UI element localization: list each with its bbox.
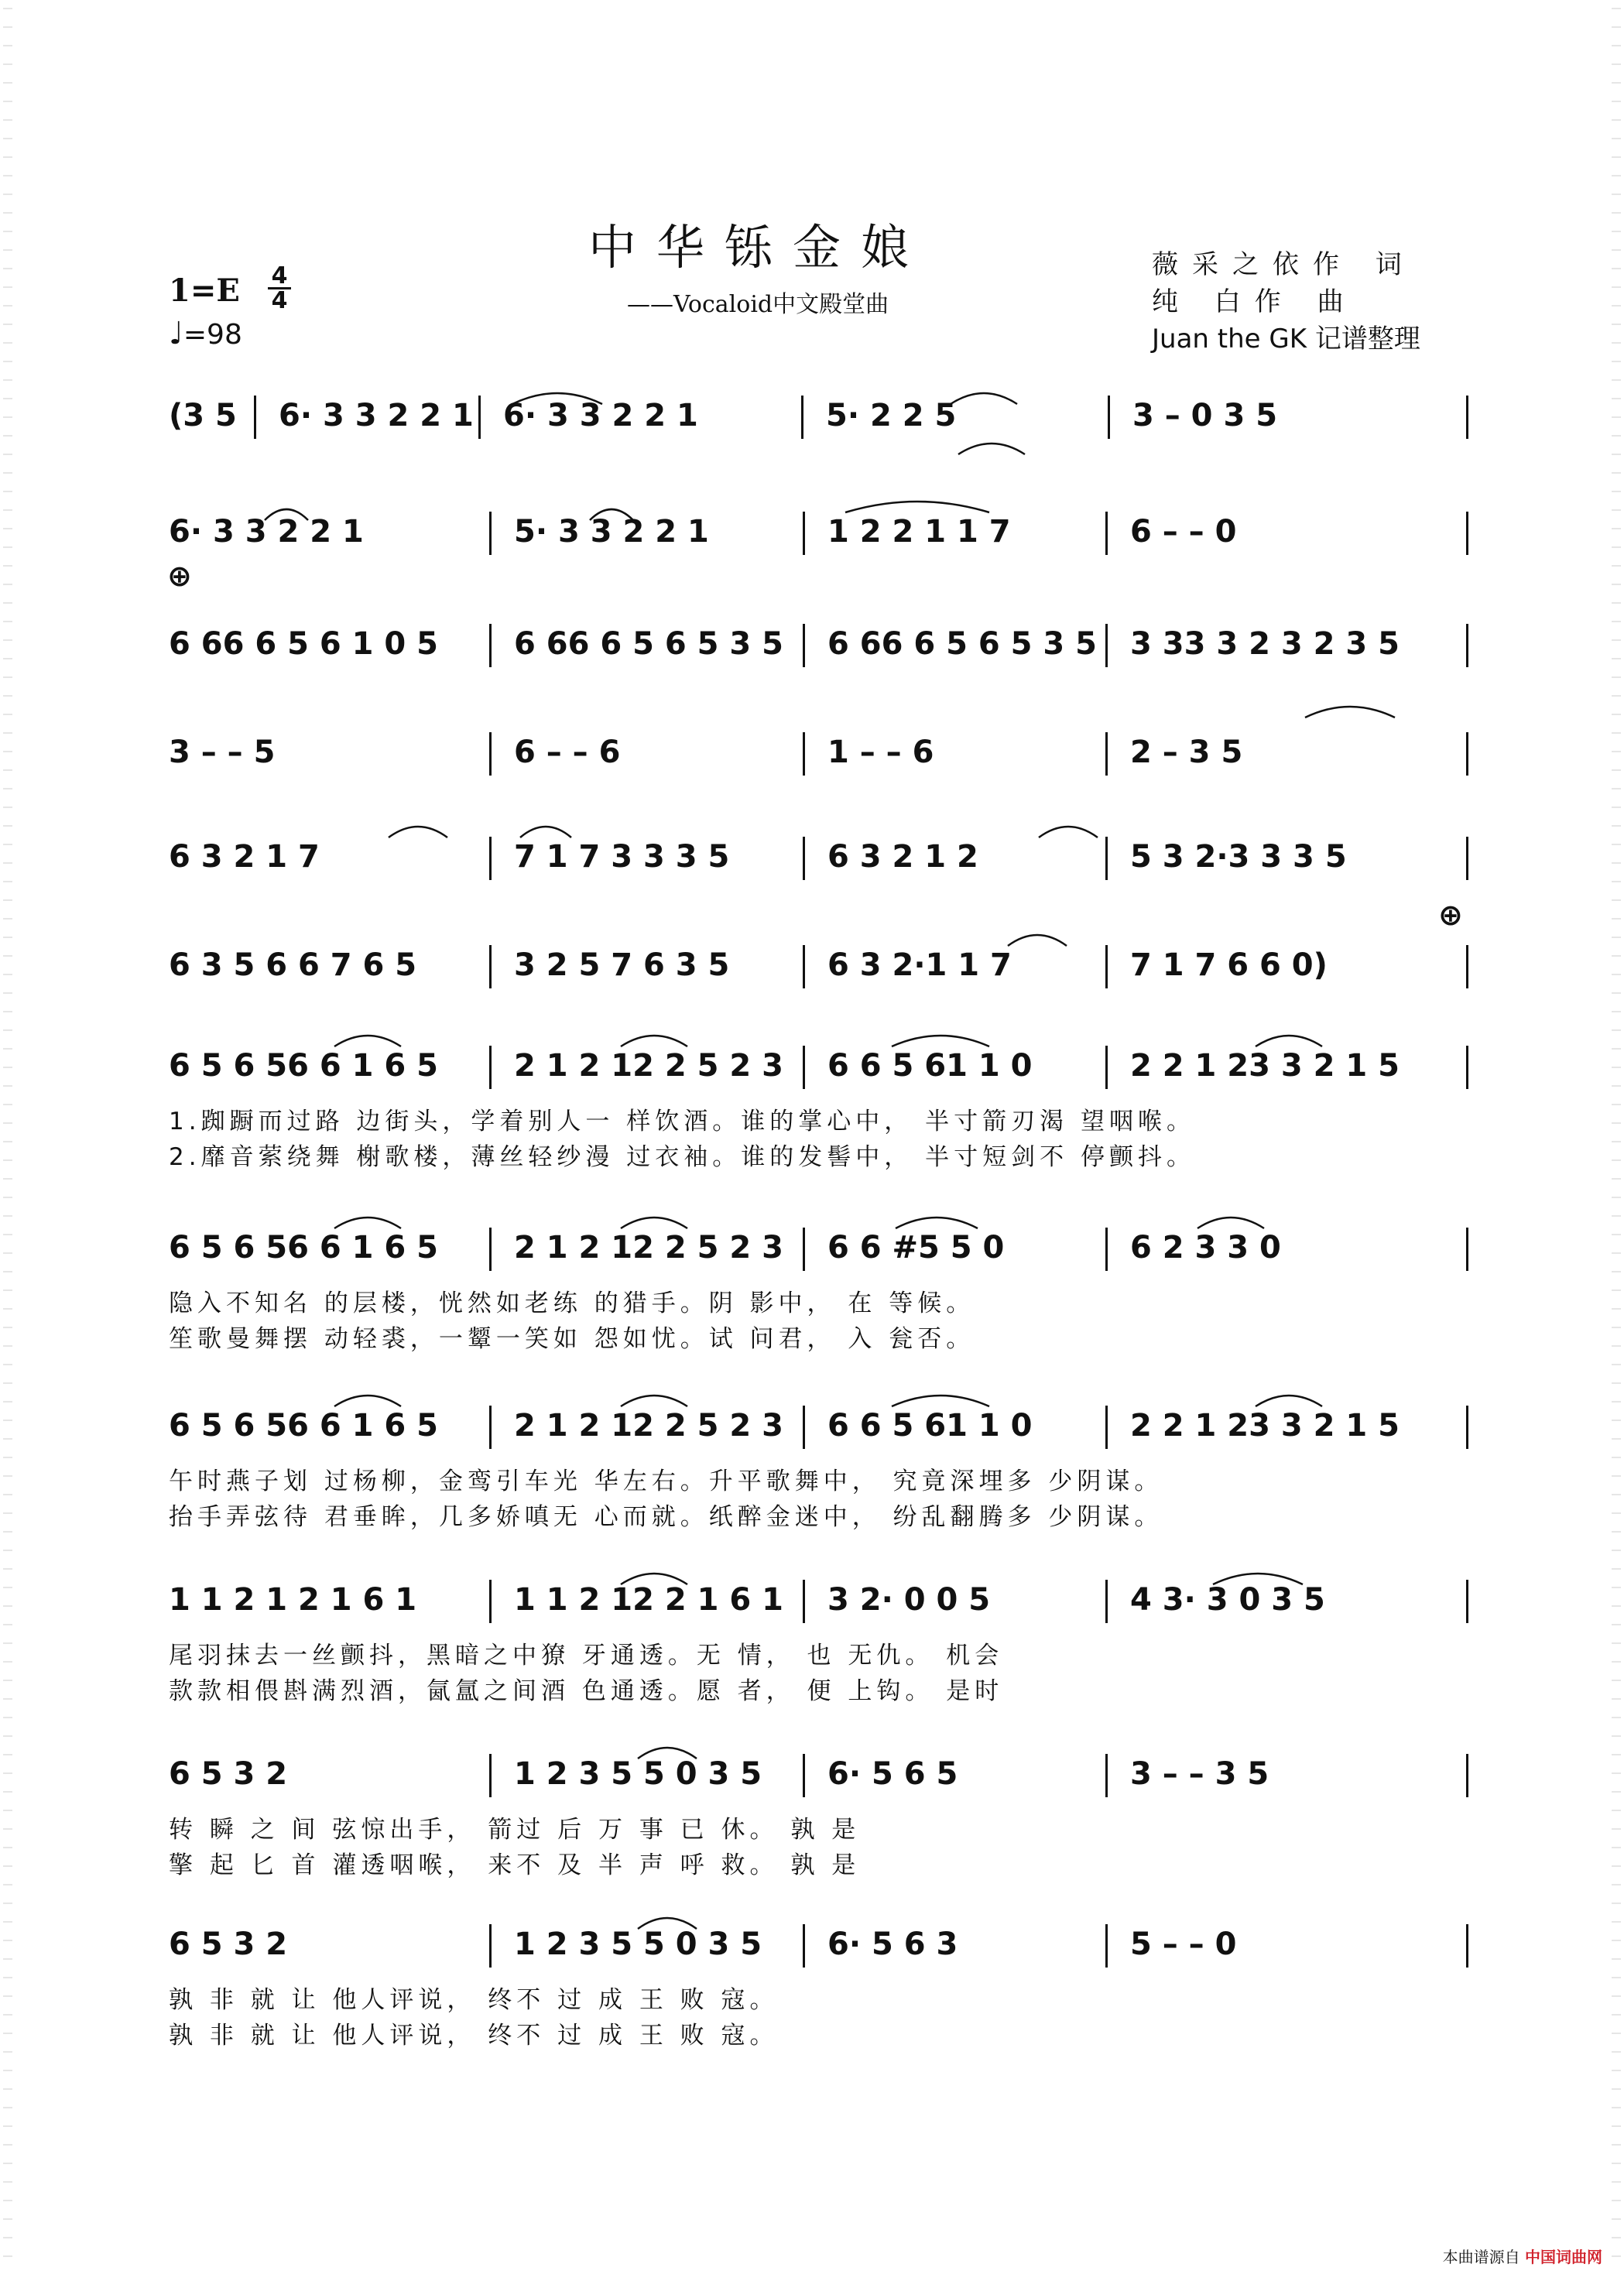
measure: 6 66 6 5 6 1 0 5 xyxy=(169,626,438,662)
measure: 3 – – 5 xyxy=(169,735,276,770)
measure: 3 – 0 3 5 xyxy=(1132,398,1278,433)
bar-line xyxy=(489,732,492,776)
measure: 6 – – 6 xyxy=(514,735,621,770)
measure: 6 6 #5 5 0 xyxy=(827,1230,1005,1266)
measure: 6 5 3 2 xyxy=(169,1756,288,1792)
bar-line xyxy=(489,1228,492,1271)
key-signature: 1=E xyxy=(169,272,240,309)
lyricist-credit: 薇采之依作 词 xyxy=(1152,249,1416,280)
measure: 2 2 1 23 3 2 1 5 xyxy=(1130,1408,1400,1444)
lyric-line: 隐入不知名 的层楼，恍然如老练 的猎手。阴 影中， 在 等候。 xyxy=(169,1289,975,1317)
measure: 7 1 7 6 6 0) xyxy=(1130,947,1328,983)
measure: 7 1 7 3 3 3 5 xyxy=(514,839,730,875)
slur-arc xyxy=(333,1211,403,1230)
slur-arc xyxy=(949,387,1019,406)
bar-line xyxy=(1466,1046,1468,1089)
segno-icon: ⊕ xyxy=(167,559,192,593)
slur-arc xyxy=(890,1029,991,1048)
score-row xyxy=(169,507,1469,561)
arranger-credit: Juan the GK 记谱整理 xyxy=(1152,324,1420,354)
measure: 4 3· 3 0 3 5 xyxy=(1130,1582,1325,1618)
bar-line xyxy=(1466,1754,1468,1797)
score-row xyxy=(169,1749,1469,1881)
bar-line xyxy=(1466,1924,1468,1968)
notes-line xyxy=(169,832,1469,882)
measure: 6 66 6 5 6 5 3 5 xyxy=(827,626,1097,662)
measure: 1 – – 6 xyxy=(827,735,934,770)
bar-line xyxy=(1466,1406,1468,1449)
bar-line xyxy=(254,396,256,439)
tempo-value: =98 xyxy=(183,319,242,351)
time-signature-top: 4 xyxy=(271,262,288,289)
bar-line xyxy=(803,732,805,776)
measure: 6 5 6 56 6 1 6 5 xyxy=(169,1408,438,1444)
score-row xyxy=(169,728,1469,782)
bar-line xyxy=(1466,1228,1468,1271)
bar-line xyxy=(1108,396,1110,439)
right-margin-watermark xyxy=(1612,8,1621,2268)
measure: 5· 3 3 2 2 1 xyxy=(514,514,709,550)
footer-brand: 中国词曲网 xyxy=(1525,2248,1602,2266)
measure: 6· 5 6 3 xyxy=(827,1927,958,1962)
measure: 6· 5 6 5 xyxy=(827,1756,958,1792)
slur-arc xyxy=(588,503,635,522)
bar-line xyxy=(1466,1580,1468,1623)
slur-arc xyxy=(619,1029,689,1048)
bar-line xyxy=(489,1924,492,1968)
measure: 6· 3 3 2 2 1 xyxy=(279,398,474,433)
lyric-line: 笙歌曼舞摆 动轻裘，一颦一笑如 怨如忧。试 问君， 入 瓮否。 xyxy=(169,1325,975,1353)
slur-arc xyxy=(957,437,1026,456)
measure: 3 2· 0 0 5 xyxy=(827,1582,991,1618)
bar-line xyxy=(803,1924,805,1968)
song-subtitle: ——Vocaloid中文殿堂曲 xyxy=(627,291,889,318)
measure: 6 – – 0 xyxy=(1130,514,1237,550)
quarter-note-icon: ♩ xyxy=(169,316,183,351)
measure: 1 2 3 5 5 0 3 5 xyxy=(514,1756,762,1792)
slur-arc xyxy=(511,387,604,406)
source-footer xyxy=(1443,2245,1602,2267)
bar-line xyxy=(803,945,805,988)
score-row xyxy=(169,832,1469,886)
slur-arc xyxy=(844,495,991,514)
slur-arc xyxy=(1254,1029,1324,1048)
slur-arc xyxy=(894,1211,979,1230)
score-row xyxy=(169,1041,1469,1173)
footer-prefix: 本曲谱源自 xyxy=(1442,2248,1520,2266)
measure: 2 2 1 23 3 2 1 5 xyxy=(1130,1048,1400,1084)
notes-line xyxy=(169,1749,1469,1799)
score-row xyxy=(169,1575,1469,1707)
segno-icon: ⊕ xyxy=(1438,898,1463,932)
lyric-line: 孰 非 就 让 他人评说， 终不 过 成 王 败 寇。 xyxy=(169,1986,779,2014)
bar-line xyxy=(1105,1580,1108,1623)
bar-line xyxy=(803,512,805,555)
credits xyxy=(1152,246,1477,358)
bar-line xyxy=(803,1228,805,1271)
score-row xyxy=(169,391,1469,445)
measure: 6 2 3 3 0 xyxy=(1130,1230,1281,1266)
measure: 6 5 6 56 6 1 6 5 xyxy=(169,1230,438,1266)
slur-arc xyxy=(619,1211,689,1230)
bar-line xyxy=(1105,1406,1108,1449)
score-row xyxy=(169,1401,1469,1533)
time-signature xyxy=(266,262,293,314)
slur-arc xyxy=(387,820,449,839)
measure: 1 1 2 12 2 1 6 1 xyxy=(514,1582,783,1618)
score-row xyxy=(169,1920,1469,2051)
bar-line xyxy=(801,396,803,439)
lyric-line: 午时燕子划 过杨柳，金鸾引车光 华左右。升平歌舞中， 究竟深埋多 少阴谋。 xyxy=(169,1468,1163,1495)
slur-arc xyxy=(1254,1389,1324,1408)
measure: 3 33 3 2 3 2 3 5 xyxy=(1130,626,1400,662)
score-row xyxy=(169,1223,1469,1355)
bar-line xyxy=(803,1580,805,1623)
slur-arc xyxy=(636,1742,698,1760)
measure: 2 1 2 12 2 5 2 3 xyxy=(514,1048,783,1084)
measure: 6 3 2 1 7 xyxy=(169,839,320,875)
measure: 3 2 5 7 6 3 5 xyxy=(514,947,730,983)
measure: 6· 3 3 2 2 1 xyxy=(169,514,364,550)
bar-line xyxy=(803,837,805,880)
time-signature-bottom: 4 xyxy=(271,287,288,314)
measure: 6 3 2 1 2 xyxy=(827,839,978,875)
bar-line xyxy=(1105,1046,1108,1089)
bar-line xyxy=(489,945,492,988)
measure: 2 1 2 12 2 5 2 3 xyxy=(514,1408,783,1444)
bar-line xyxy=(478,396,481,439)
slur-arc xyxy=(263,503,310,522)
slur-arc xyxy=(1037,820,1099,839)
measure: 5 3 2·3 3 3 5 xyxy=(1130,839,1347,875)
lyric-line: 孰 非 就 让 他人评说， 终不 过 成 王 败 寇。 xyxy=(169,2022,779,2050)
bar-line xyxy=(803,1406,805,1449)
slur-arc xyxy=(1304,700,1396,719)
bar-line xyxy=(1105,1754,1108,1797)
notes-line xyxy=(169,619,1469,669)
notes-line xyxy=(169,391,1469,440)
measure: 6 3 5 6 6 7 6 5 xyxy=(169,947,417,983)
notes-line xyxy=(169,1401,1469,1450)
bar-line xyxy=(1105,512,1108,555)
bar-line xyxy=(1105,1924,1108,1968)
lyric-line: 2.靡音萦绕舞 榭歌楼，薄丝轻纱漫 过衣袖。谁的发髻中， 半寸短剑不 停颤抖。 xyxy=(169,1143,1195,1171)
score-row xyxy=(169,940,1469,995)
bar-line xyxy=(489,837,492,880)
measure: (3 5 xyxy=(169,398,237,433)
measure: 3 – – 3 5 xyxy=(1130,1756,1269,1792)
measure: 1 2 2 1 1 7 xyxy=(827,514,1011,550)
bar-line xyxy=(489,1580,492,1623)
bar-line xyxy=(1105,837,1108,880)
left-margin-watermark xyxy=(3,8,12,2268)
measure: 5 – – 0 xyxy=(1130,1927,1237,1962)
notes-line xyxy=(169,1041,1469,1091)
measure: 1 2 3 5 5 0 3 5 xyxy=(514,1927,762,1962)
bar-line xyxy=(1466,396,1468,439)
measure: 6 3 2·1 1 7 xyxy=(827,947,1012,983)
bar-line xyxy=(1466,837,1468,880)
slur-arc xyxy=(519,820,573,839)
bar-line xyxy=(489,1754,492,1797)
lyric-line: 抬手弄弦待 君垂眸，几多娇嗔无 心而就。纸醉金迷中， 纷乱翻腾多 少阴谋。 xyxy=(169,1503,1163,1531)
slur-arc xyxy=(1211,1567,1304,1586)
notes-line xyxy=(169,1223,1469,1272)
bar-line xyxy=(489,1406,492,1449)
measure: 2 1 2 12 2 5 2 3 xyxy=(514,1230,783,1266)
bar-line xyxy=(1466,732,1468,776)
bar-line xyxy=(489,624,492,667)
song-title: 中华铄金娘 xyxy=(588,219,930,276)
bar-line xyxy=(1105,945,1108,988)
slur-arc xyxy=(636,1912,698,1930)
bar-line xyxy=(1105,1228,1108,1271)
notes-line xyxy=(169,728,1469,777)
slur-arc xyxy=(333,1389,403,1408)
slur-arc xyxy=(890,1389,991,1408)
bar-line xyxy=(1466,512,1468,555)
notes-line xyxy=(169,1920,1469,1969)
bar-line xyxy=(803,1754,805,1797)
lyric-line: 款款相偎斟满烈酒，氤氲之间酒 色通透。愿 者， 便 上钩。 是时 xyxy=(169,1677,1004,1705)
slur-arc xyxy=(1006,929,1068,947)
bar-line xyxy=(1105,732,1108,776)
tempo-mark xyxy=(169,316,242,351)
slur-arc xyxy=(1196,1211,1266,1230)
measure: 5· 2 2 5 xyxy=(826,398,957,433)
lyric-line: 转 瞬 之 间 弦惊出手， 箭过 后 万 事 已 休。 孰 是 xyxy=(169,1816,861,1844)
notes-line xyxy=(169,507,1469,557)
measure: 6 6 5 61 1 0 xyxy=(827,1048,1033,1084)
bar-line xyxy=(489,512,492,555)
bar-line xyxy=(1466,945,1468,988)
slur-arc xyxy=(619,1389,689,1408)
measure: 6 66 6 5 6 5 3 5 xyxy=(514,626,783,662)
measure: 6 5 6 56 6 1 6 5 xyxy=(169,1048,438,1084)
bar-line xyxy=(1466,624,1468,667)
bar-line xyxy=(489,1046,492,1089)
slur-arc xyxy=(619,1567,689,1586)
lyric-line: 1.踟蹰而过路 边街头，学着别人一 样饮酒。谁的掌心中， 半寸箭刃渴 望咽喉。 xyxy=(169,1108,1195,1135)
measure: 6· 3 3 2 2 1 xyxy=(503,398,698,433)
lyric-line: 尾羽抹去一丝颤抖，黑暗之中獠 牙通透。无 情， 也 无仇。 机会 xyxy=(169,1642,1004,1670)
bar-line xyxy=(803,1046,805,1089)
composer-credit: 纯 白作 曲 xyxy=(1152,286,1358,317)
notes-line xyxy=(169,940,1469,990)
measure: 6 5 3 2 xyxy=(169,1927,288,1962)
measure: 6 6 5 61 1 0 xyxy=(827,1408,1033,1444)
slur-arc xyxy=(333,1029,403,1048)
bar-line xyxy=(1105,624,1108,667)
bar-line xyxy=(803,624,805,667)
measure: 2 – 3 5 xyxy=(1130,735,1243,770)
measure: 1 1 2 1 2 1 6 1 xyxy=(169,1582,417,1618)
score-row xyxy=(169,619,1469,673)
lyric-line: 擎 起 匕 首 灌透咽喉， 来不 及 半 声 呼 救。 孰 是 xyxy=(169,1851,861,1879)
